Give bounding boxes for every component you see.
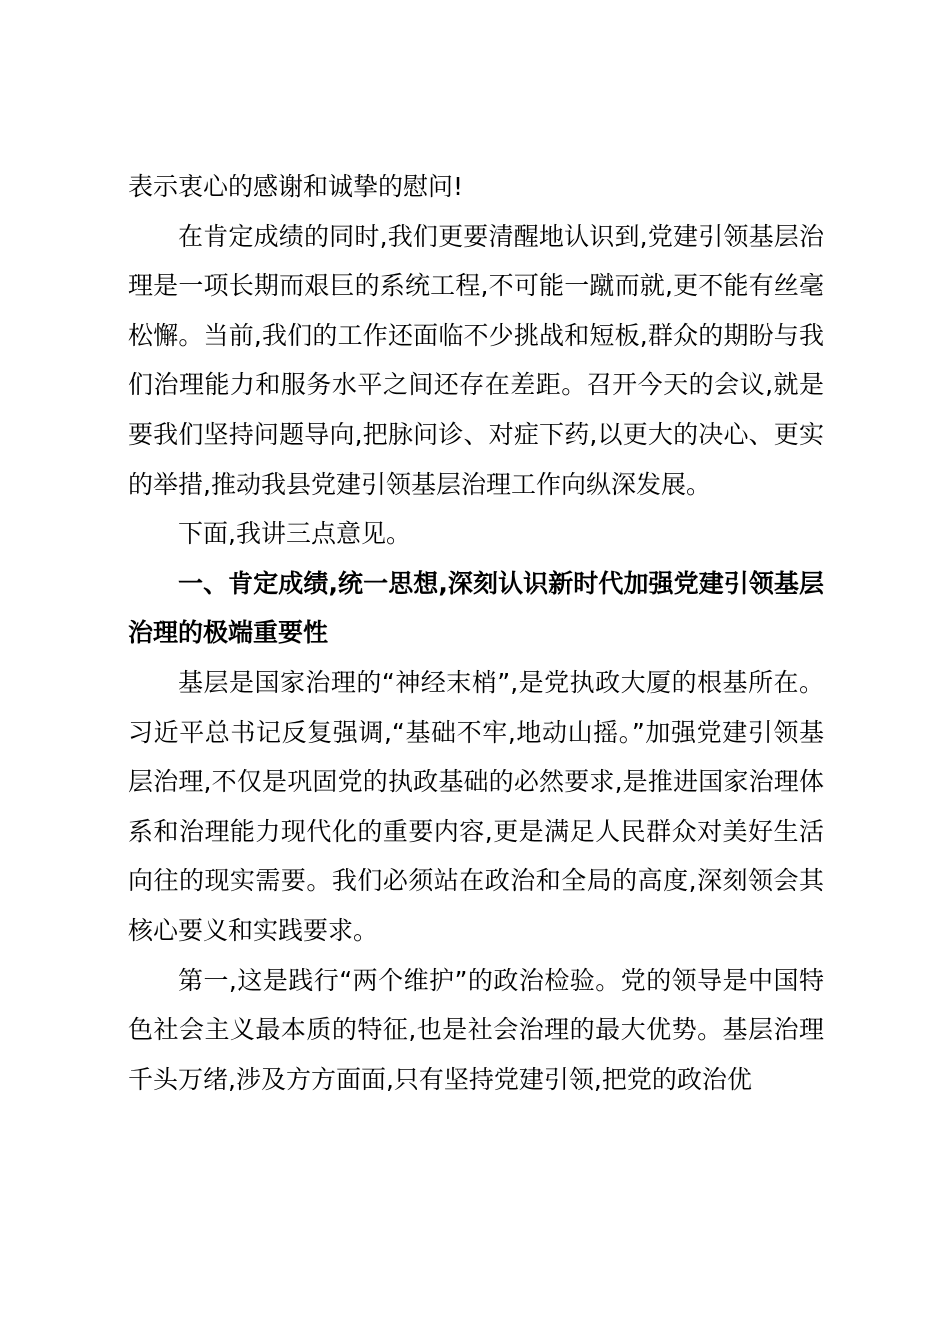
section-heading-one: 一、肯定成绩,统一思想,深刻认识新时代加强党建引领基层治理的极端重要性 [128,568,824,648]
document-body [128,162,824,1104]
paragraph-continuation: 表示衷心的感谢和诚挚的慰问! [128,172,464,201]
paragraph-first-point: 第一,这是践行“两个维护”的政治检验。党的领导是中国特色社会主义最本质的特征,也是社会治理的最大优势。基层治理千头万绪,涉及方方面面,只有坚持党建引领,把党的政治优 [128,965,824,1094]
paragraph-reflection: 在肯定成绩的同时,我们更要清醒地认识到,党建引领基层治理是一项长期而艰巨的系统工程,不可能一蹴而就,更不能有丝毫松懈。当前,我们的工作还面临不少挑战和短板,群众的期盼与我们治理能力和服务水平之间还存在差距。召开今天的会议,就是要我们坚持问题导向,把脉问诊、对症下药,以更大的决心、更实的举措,推动我县党建引领基层治理工作向纵深发展。 [128,221,824,499]
paragraph-grassroots: 基层是国家治理的“神经末梢”,是党执政大厦的根基所在。习近平总书记反复强调,“基础不牢,地动山摇。”加强党建引领基层治理,不仅是巩固党的执政基础的必然要求,是推进国家治理体系和治理能力现代化的重要内容,更是满足人民群众对美好生活向往的现实需要。我们必须站在政治和全局的高度,深刻领会其核心要义和实践要求。 [128,667,824,945]
paragraph-intro-points: 下面,我讲三点意见。 [178,519,411,549]
